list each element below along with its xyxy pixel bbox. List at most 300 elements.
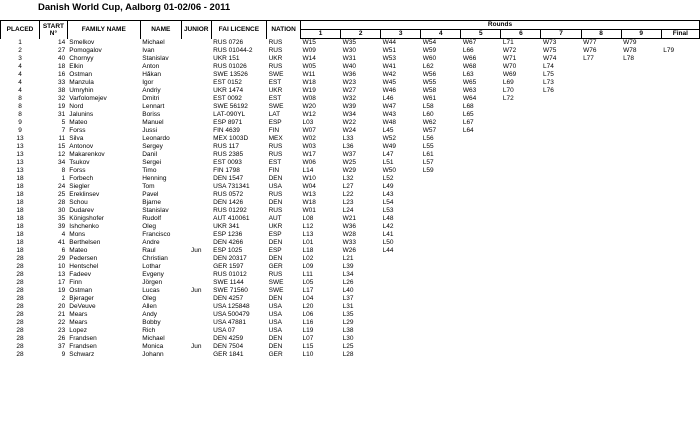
round-result-cell: W43 (382, 111, 397, 118)
nation-cell: EST (268, 79, 282, 86)
round-result-cell (621, 223, 661, 231)
round-result-cell: L72 (502, 95, 514, 102)
licence-cell: UKR 151 (213, 55, 240, 62)
start-cell: 38 (58, 87, 66, 94)
round-result-cell (621, 95, 661, 103)
junior-cell (181, 79, 211, 87)
junior-cell (181, 279, 211, 287)
table-row (1, 207, 700, 215)
round-result-cell (421, 175, 461, 183)
round-result-cell: W22 (342, 119, 356, 126)
round-result-cell (421, 199, 461, 207)
name-cell: Tom (142, 183, 155, 190)
round-result-cell (541, 247, 581, 255)
junior-cell: Jun (190, 287, 202, 294)
round-result-cell (501, 103, 541, 111)
placed-cell: 8 (18, 111, 22, 118)
round-result-cell: L27 (342, 183, 354, 190)
round-result-cell (661, 263, 699, 271)
round-result-cell: W44 (382, 39, 397, 46)
round-result-cell (581, 319, 621, 327)
junior-cell (181, 303, 211, 311)
round-result-cell: W05 (302, 63, 316, 70)
table-row (1, 159, 700, 167)
round-result-cell: W49 (382, 143, 397, 150)
family-name-cell: Umryhin (69, 87, 94, 94)
round-result-cell (621, 279, 661, 287)
junior-cell (181, 111, 211, 119)
round-result-cell (421, 215, 461, 223)
round-result-cell: W08 (302, 95, 316, 102)
round-result-cell: L68 (462, 103, 474, 110)
family-name-cell: Bjerager (69, 295, 94, 302)
placed-cell: 18 (16, 239, 24, 246)
round-result-cell (621, 343, 661, 351)
round-result-cell (461, 247, 501, 255)
licence-cell: SWE 56192 (213, 103, 248, 110)
round-result-cell: W46 (382, 87, 397, 94)
round-result-cell (381, 343, 421, 351)
placed-cell: 28 (16, 343, 24, 350)
round-result-cell (461, 231, 501, 239)
round-result-cell (541, 295, 581, 303)
round-result-cell (581, 335, 621, 343)
round-result-cell: L24 (342, 207, 354, 214)
round-result-cell (381, 255, 421, 263)
results-body (1, 39, 700, 360)
placed-cell: 28 (16, 295, 24, 302)
nation-cell: DEN (268, 343, 283, 350)
round-result-cell (581, 207, 621, 215)
start-cell: 34 (58, 159, 66, 166)
round-result-cell (501, 119, 541, 127)
family-name-cell: Mons (69, 231, 86, 238)
round-result-cell (541, 167, 581, 175)
round-result-cell (381, 351, 421, 359)
round-result-cell (501, 351, 541, 359)
family-name-cell: Forbech (69, 175, 94, 182)
round-result-cell (501, 191, 541, 199)
round-result-cell: W35 (342, 39, 356, 46)
round-result-cell (621, 87, 661, 95)
family-name-cell: Mateo (69, 119, 88, 126)
placed-cell: 28 (16, 335, 24, 342)
round-result-cell (661, 279, 699, 287)
junior-cell (181, 47, 211, 55)
round-result-cell: L28 (342, 351, 354, 358)
round-result-cell: L62 (422, 63, 434, 70)
round-result-cell (661, 207, 699, 215)
name-cell: Boriss (142, 111, 161, 118)
junior-cell (181, 351, 211, 359)
round-result-cell (541, 95, 581, 103)
round-result-cell (421, 295, 461, 303)
nation-cell: GER (268, 351, 283, 358)
round-result-cell (421, 335, 461, 343)
round-result-cell: L38 (342, 327, 354, 334)
round-result-cell: L33 (342, 135, 354, 142)
junior-cell (181, 215, 211, 223)
placed-cell: 13 (16, 135, 24, 142)
round-result-cell (581, 199, 621, 207)
round-result-cell: L12 (302, 223, 314, 230)
round-number-header: 1 (301, 30, 341, 39)
junior-cell (181, 231, 211, 239)
licence-cell: ESP 1025 (213, 247, 243, 254)
round-result-cell: W78 (623, 47, 637, 54)
start-cell: 11 (58, 135, 66, 142)
name-cell: Raul (142, 247, 156, 254)
name-cell: Andre (142, 239, 160, 246)
round-result-cell: L41 (382, 231, 394, 238)
placed-cell: 4 (18, 79, 22, 86)
round-result-cell: L02 (302, 255, 314, 262)
round-result-cell (621, 215, 661, 223)
family-name-cell: Hentschel (69, 263, 99, 270)
licence-cell: DEN 20317 (213, 255, 247, 262)
nation-cell: USA (268, 311, 282, 318)
round-result-cell (461, 271, 501, 279)
licence-cell: RUS 117 (213, 143, 240, 150)
round-result-cell: L26 (342, 279, 354, 286)
round-result-cell: W68 (462, 63, 477, 70)
col-junior-header: JUNIOR (181, 21, 211, 39)
round-result-cell (501, 135, 541, 143)
round-result-cell (621, 239, 661, 247)
round-result-cell: W75 (542, 47, 557, 54)
family-name-cell: Manzula (69, 79, 94, 86)
round-result-cell: L48 (382, 215, 394, 222)
placed-cell: 4 (18, 63, 22, 70)
round-result-cell (621, 167, 661, 175)
round-result-cell (541, 271, 581, 279)
table-row (1, 343, 700, 351)
round-result-cell (541, 319, 581, 327)
family-name-cell: Ishchenko (69, 223, 99, 230)
table-row (1, 223, 700, 231)
round-result-cell (461, 295, 501, 303)
round-result-cell (621, 287, 661, 295)
nation-cell: SWE (268, 279, 284, 286)
start-cell: 14 (58, 38, 66, 46)
family-name-cell: DeVeuve (69, 303, 96, 310)
round-result-cell (421, 255, 461, 263)
round-result-cell (661, 103, 699, 111)
round-result-cell: W25 (342, 159, 356, 166)
round-result-cell: W33 (342, 239, 356, 246)
round-result-cell: L60 (422, 111, 434, 118)
round-result-cell: L17 (302, 287, 314, 294)
round-result-cell (421, 191, 461, 199)
round-result-cell (541, 175, 581, 183)
placed-cell: 28 (16, 319, 24, 326)
name-cell: Jussi (142, 127, 158, 134)
junior-cell (181, 223, 211, 231)
round-result-cell (541, 135, 581, 143)
round-result-cell (661, 183, 699, 191)
table-row (1, 319, 700, 327)
round-result-cell: L37 (342, 295, 354, 302)
round-result-cell (381, 271, 421, 279)
licence-cell: DEN 1426 (213, 199, 244, 206)
name-cell: Michael (142, 38, 165, 46)
round-result-cell (581, 311, 621, 319)
placed-cell: 18 (16, 175, 24, 182)
round-result-cell (621, 351, 661, 359)
round-result-cell: W77 (583, 39, 597, 46)
round-result-cell (461, 263, 501, 271)
round-result-cell: L69 (502, 79, 514, 86)
nation-cell: DEN (268, 239, 283, 246)
round-result-cell: L74 (542, 63, 554, 70)
round-result-cell (461, 303, 501, 311)
round-result-cell: W26 (342, 247, 356, 254)
round-result-cell: W29 (342, 167, 356, 174)
family-name-cell: Schwarz (69, 351, 95, 358)
start-cell: 19 (58, 287, 66, 294)
round-result-cell: L49 (382, 183, 394, 190)
licence-cell: EST 0152 (213, 79, 242, 86)
licence-cell: UKR 341 (213, 223, 240, 230)
round-result-cell: L75 (542, 71, 554, 78)
junior-cell: Jun (190, 343, 202, 350)
round-result-cell (461, 135, 501, 143)
round-result-cell: L43 (382, 191, 394, 198)
round-result-cell (581, 279, 621, 287)
start-cell: 10 (58, 263, 66, 270)
round-result-cell: L53 (382, 207, 394, 214)
round-result-cell: W10 (302, 175, 316, 182)
placed-cell: 8 (18, 95, 22, 102)
round-result-cell: W34 (342, 111, 356, 118)
placed-cell: 18 (16, 247, 24, 254)
round-result-cell (581, 71, 621, 79)
table-row (1, 215, 700, 223)
name-cell: Stanislav (142, 207, 169, 214)
placed-cell: 4 (18, 71, 22, 78)
round-result-cell (541, 335, 581, 343)
start-cell: 18 (58, 63, 66, 70)
round-result-cell: L22 (342, 191, 354, 198)
round-result-cell: W53 (382, 55, 397, 62)
start-cell: 22 (58, 319, 66, 326)
placed-cell: 18 (16, 223, 24, 230)
table-row (1, 351, 700, 359)
family-name-cell: Mears (69, 311, 88, 318)
round-result-cell (661, 135, 699, 143)
round-result-cell: W23 (342, 79, 356, 86)
round-result-cell (501, 151, 541, 159)
round-result-cell (661, 319, 699, 327)
round-result-cell: L20 (302, 303, 314, 310)
round-result-cell (621, 231, 661, 239)
round-result-cell: L15 (302, 343, 314, 350)
round-result-cell (581, 95, 621, 103)
junior-cell (181, 127, 211, 135)
round-result-cell: W41 (382, 63, 397, 70)
name-cell: Sergei (142, 159, 162, 166)
placed-cell: 18 (16, 191, 24, 198)
nation-cell: RUS (268, 207, 283, 214)
name-cell: Henning (142, 175, 167, 182)
round-result-cell (501, 167, 541, 175)
nation-cell: DEN (268, 295, 283, 302)
placed-cell: 3 (18, 55, 22, 62)
nation-cell: AUT (268, 215, 282, 222)
start-cell: 41 (58, 239, 66, 246)
round-result-cell: W30 (342, 47, 356, 54)
table-row (1, 183, 700, 191)
start-cell: 32 (58, 95, 66, 102)
round-result-cell: L03 (302, 119, 314, 126)
round-result-cell (581, 63, 621, 71)
family-name-cell: Finn (69, 279, 82, 286)
placed-cell: 28 (16, 311, 24, 318)
placed-cell: 28 (16, 255, 24, 262)
round-result-cell (501, 255, 541, 263)
round-result-cell (501, 127, 541, 135)
round-result-cell (541, 231, 581, 239)
name-cell: Francisco (142, 231, 171, 238)
round-result-cell: W24 (342, 127, 356, 134)
round-result-cell (381, 327, 421, 335)
round-result-cell (661, 247, 699, 255)
round-result-cell (461, 159, 501, 167)
round-result-cell (581, 87, 621, 95)
licence-cell: DEN 7504 (213, 343, 244, 350)
name-cell: Andriy (142, 87, 161, 94)
round-result-cell (541, 215, 581, 223)
nation-cell: DEN (268, 255, 283, 262)
round-result-cell: W48 (382, 119, 397, 126)
table-row (1, 87, 700, 95)
nation-cell: UKR (268, 87, 283, 94)
round-result-cell: L66 (462, 47, 474, 54)
round-result-cell: L46 (382, 95, 394, 102)
name-cell: Pavel (142, 191, 159, 198)
round-result-cell: L35 (342, 311, 354, 318)
round-result-cell (461, 199, 501, 207)
licence-cell: DEN 4259 (213, 335, 244, 342)
col-start-header: START N° (40, 21, 68, 39)
start-cell: 24 (58, 183, 66, 190)
table-row (1, 295, 700, 303)
round-result-cell: W57 (422, 127, 437, 134)
round-result-cell (421, 311, 461, 319)
name-cell: Stanislav (142, 55, 169, 62)
nation-cell: RUS (268, 191, 283, 198)
junior-cell (181, 135, 211, 143)
round-result-cell: L01 (302, 239, 314, 246)
family-name-cell: Mateo (69, 247, 88, 254)
page-title: Danish World Cup, Aalborg 01-02/06 - 2011 (38, 2, 231, 13)
licence-cell: USA 07 (213, 327, 236, 334)
round-result-cell (501, 215, 541, 223)
round-result-cell (621, 207, 661, 215)
round-result-cell (541, 111, 581, 119)
round-result-cell: L32 (342, 175, 354, 182)
family-name-cell: Pedersen (69, 255, 98, 262)
table-row (1, 175, 700, 183)
licence-cell: SWE 1144 (213, 279, 244, 286)
round-result-cell (541, 239, 581, 247)
family-name-cell: Varfolomejev (69, 95, 107, 102)
col-placed-header: PLACED (1, 21, 40, 39)
family-name-cell: Östman (69, 287, 93, 294)
round-result-cell (501, 111, 541, 119)
licence-cell: GER 1597 (213, 263, 244, 270)
round-result-cell: W07 (302, 127, 316, 134)
round-result-cell (541, 191, 581, 199)
licence-cell: GER 1841 (213, 351, 244, 358)
licence-cell: DEN 4257 (213, 295, 244, 302)
round-number-header: 4 (421, 30, 461, 39)
round-result-cell: L07 (302, 335, 314, 342)
table-row (1, 103, 700, 111)
round-result-cell: L70 (502, 87, 514, 94)
round-result-cell (501, 231, 541, 239)
round-result-cell: W58 (422, 87, 437, 94)
licence-cell: FIN 1798 (213, 167, 240, 174)
start-cell: 9 (61, 351, 66, 358)
table-row (1, 119, 700, 127)
round-result-cell (661, 255, 699, 263)
round-result-cell: L78 (623, 55, 634, 62)
table-row (1, 111, 700, 119)
round-result-cell (421, 319, 461, 327)
table-row (1, 199, 700, 207)
round-result-cell (621, 183, 661, 191)
round-result-cell (581, 231, 621, 239)
round-result-cell (501, 223, 541, 231)
round-result-cell (661, 127, 699, 135)
licence-cell: RUS 2385 (213, 151, 244, 158)
table-row (1, 311, 700, 319)
round-result-cell (501, 311, 541, 319)
round-result-cell (381, 335, 421, 343)
round-result-cell (581, 175, 621, 183)
round-result-cell: L64 (462, 127, 474, 134)
junior-cell (181, 159, 211, 167)
round-number-header: 8 (581, 30, 621, 39)
start-cell: 4 (61, 231, 66, 238)
round-result-cell (581, 191, 621, 199)
name-cell: Jörgen (142, 279, 163, 286)
round-result-cell (461, 255, 501, 263)
nation-cell: LAT (268, 111, 281, 118)
licence-cell: LAT-090YL (213, 111, 246, 118)
round-result-cell (621, 119, 661, 127)
start-cell: 26 (58, 335, 66, 342)
name-cell: Danil (142, 151, 158, 158)
round-result-cell: W45 (382, 79, 397, 86)
name-cell: Timo (142, 167, 157, 174)
start-cell: 25 (58, 191, 66, 198)
family-name-cell: Fadeev (69, 271, 91, 278)
round-result-cell: W63 (462, 87, 477, 94)
round-result-cell (581, 295, 621, 303)
table-row (1, 303, 700, 311)
family-name-cell: Forss (69, 167, 86, 174)
round-result-cell: L50 (382, 239, 394, 246)
round-result-cell: L67 (462, 119, 474, 126)
table-row (1, 191, 700, 199)
table-row (1, 247, 700, 255)
placed-cell: 9 (18, 127, 22, 134)
round-result-cell: L18 (302, 247, 314, 254)
start-cell: 5 (61, 119, 66, 126)
placed-cell: 13 (16, 143, 24, 150)
